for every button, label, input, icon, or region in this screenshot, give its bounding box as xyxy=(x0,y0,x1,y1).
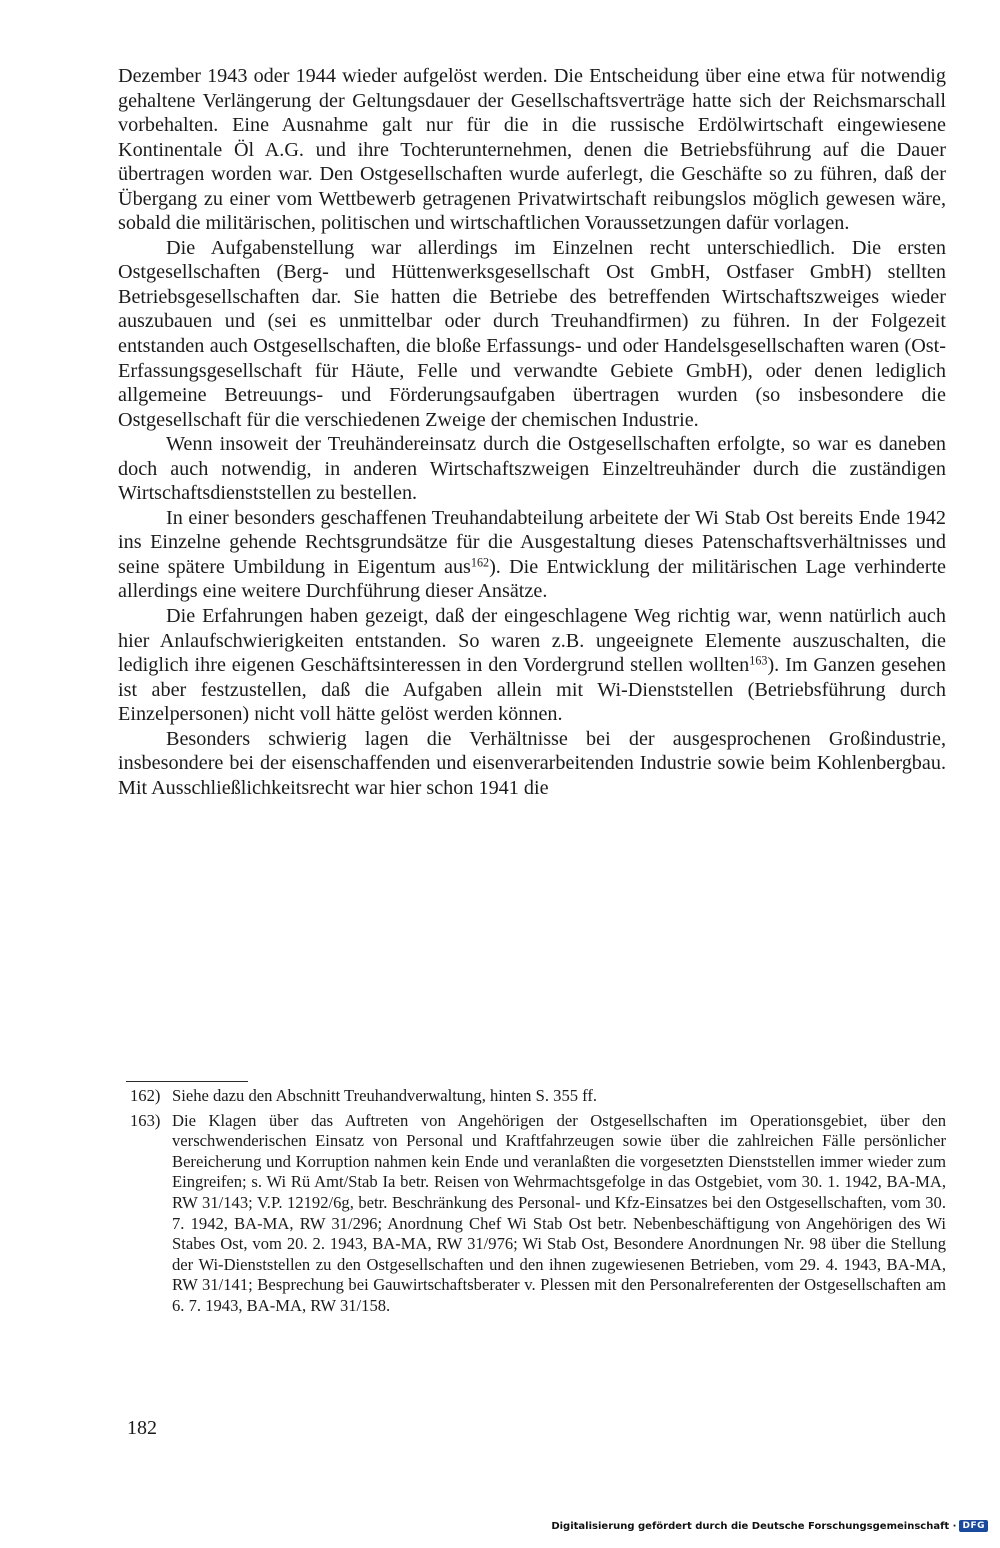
footnote-text: Siehe dazu den Abschnitt Treuhandverwaltung, hinten S. 355 ff. xyxy=(172,1086,598,1105)
body-text xyxy=(118,64,946,800)
footnote-163 xyxy=(130,1111,946,1317)
credit-text: Digitalisierung gefördert durch die Deutsche Forschungsgemeinschaft · xyxy=(551,1520,957,1532)
footnote-text: Die Klagen über das Auftreten von Angehörigen der Ostgesellschaften im Operationsgebiet, über den verschwenderischen Einsatz von Personal und Kraftfahrzeugen sowie über die zahlreichen Fälle persönlicher Bereicherung und Korruption nahmen kein Ende und veranlaßten die vorgesetzten Dienststellen immer wieder zum Eingreifen; s. Wi Rü Amt/Stab Ia betr. Reisen von Wehrmachtsgefolge in das Ostgebiet, vom 30. 1. 1942, BA-MA, RW 31/143; V.P. 12192/6g, betr. Beschränkung des Personal- und Kfz-Einsatzes bei den Ostgesellschaften, vom 30. 7. 1942, BA-MA, RW 31/296; Anordnung Chef Wi Stab Ost betr. Nebenbeschäftigung von Angehörigen des Wi Stabes Ost, vom 20. 2. 1943, BA-MA, RW 31/976; Wi Stab Ost, Besondere Anordnungen Nr. 98 über die Stellung der Wi-Dienststellen zu den Ostgesellschaften und den ihnen zugewiesenen Betrieben, vom 29. 4. 1943, BA-MA, RW 31/141; Besprechung bei Gauwirtschaftsberater v. Plessen mit den Personalreferenten der Ostgesellschaften am 6. 7. 1943, BA-MA, RW 31/158. xyxy=(172,1110,946,1315)
paragraph-2 xyxy=(118,236,946,432)
paragraph-6-text: Besonders schwierig lagen die Verhältnisse bei der ausgesprochenen Großindustrie, insbesondere bei der eisenschaffenden und eisenverarbeitenden Industrie sowie beim Kohlenbergbau. Mit Ausschließlichkeitsrecht war hier schon 1941 die xyxy=(118,727,946,799)
page-number: 182 xyxy=(127,1417,157,1439)
paragraph-1-text: Dezember 1943 oder 1944 wieder aufgelöst werden. Die Entscheidung über eine etwa für notwendig gehaltene Verlängerung der Geltungsdauer der Gesellschaftsverträge hatte sich der Reichsmarschall vorbehalten. Eine Ausnahme galt nur für die in die russische Erdölwirtschaft eingewiesene Kontinentale Öl A.G. und ihre Tochterunternehmen, denen die Betriebsführung auf die Dauer übertragen worden war. Den Ostgesellschaften wurde auferlegt, die Geschäfte so zu führen, daß der Übergang zu einer vom Wettbewerb getragenen Privatwirtschaft reibungslos möglich gewesen wäre, sobald die militärischen, politischen und wirtschaftlichen Voraussetzungen dafür vorlagen. xyxy=(118,65,946,235)
footnote-162 xyxy=(130,1086,946,1107)
paragraph-1 xyxy=(118,64,946,236)
paragraph-2-text: Die Aufgabenstellung war allerdings im Einzelnen recht unterschiedlich. Die ersten Ostgesellschaften (Berg- und Hüttenwerksgesellschaft Ost GmbH, Ostfaser GmbH) stellten Betriebsgesellschaften dar. Sie hatten die Betriebe des betreffenden Wirtschaftszweiges wieder auszubauen und (sei es unmittelbar oder durch Treuhandfirmen) zu führen. In der Folgezeit entstanden auch Ostgesellschaften, die bloße Erfassungs- und oder Handelsgesellschaften waren (Ost-Erfassungsgesellschaft für Häute, Felle und verwandte Gebiete GmbH), oder denen lediglich allgemeine Betreuungs- und Förderungsaufgaben übertragen wurden (so insbesondere die Ostgesellschaft für die verschiedenen Zweige der chemischen Industrie. xyxy=(118,236,946,431)
paragraph-3-text: Wenn insoweit der Treuhändereinsatz durch die Ostgesellschaften erfolgte, so war es daneben doch auch notwendig, in anderen Wirtschaftszweigen Einzeltreuhänder durch die zuständigen Wirtschaftsdienststellen zu bestellen. xyxy=(118,433,946,505)
footnotes xyxy=(130,1086,946,1321)
footnote-ref-162[interactable]: 162 xyxy=(470,555,490,570)
footnote-number: 162) xyxy=(130,1086,161,1105)
footnote-number: 163) xyxy=(130,1110,161,1130)
paragraph-3 xyxy=(118,432,946,506)
paragraph-5-text-after: ). Im Ganzen gesehen ist aber festzustellen, daß die Aufgaben allein mit Wi-Dienststellen (Betriebsführung durch Einzelpersonen) nicht voll hätte gelöst werden können. xyxy=(118,654,946,726)
paragraph-5-text: Die Erfahrungen haben gezeigt, daß der eingeschlagene Weg richtig war, wenn natürlich auch hier Anlaufschwierigkeiten entstanden. So waren z.B. ungeeignete Elemente auszuschalten, die lediglich ihre eigenen Geschäftsinteressen in den Vordergrund stellen wollten xyxy=(118,605,946,677)
paragraph-5 xyxy=(118,604,946,727)
paragraph-6 xyxy=(118,727,946,801)
paragraph-4-text: In einer besonders geschaffenen Treuhandabteilung arbeitete der Wi Stab Ost bereits Ende 1942 ins Einzelne gehende Rechtsgrundsätze für die Ausgestaltung dieses Patenschaftsverhältnisses und seine spätere Umbildung in Eigentum aus xyxy=(118,506,946,578)
footnote-divider xyxy=(126,1081,248,1082)
dfg-logo-icon: DFG xyxy=(959,1520,988,1532)
digitization-credit xyxy=(551,1520,988,1532)
paragraph-4-text-after: ). Die Entwicklung der militärischen Lage verhinderte allerdings eine weitere Durchführung dieser Ansätze. xyxy=(118,555,947,603)
footnote-ref-163[interactable]: 163 xyxy=(749,653,768,668)
paragraph-4 xyxy=(118,506,946,604)
